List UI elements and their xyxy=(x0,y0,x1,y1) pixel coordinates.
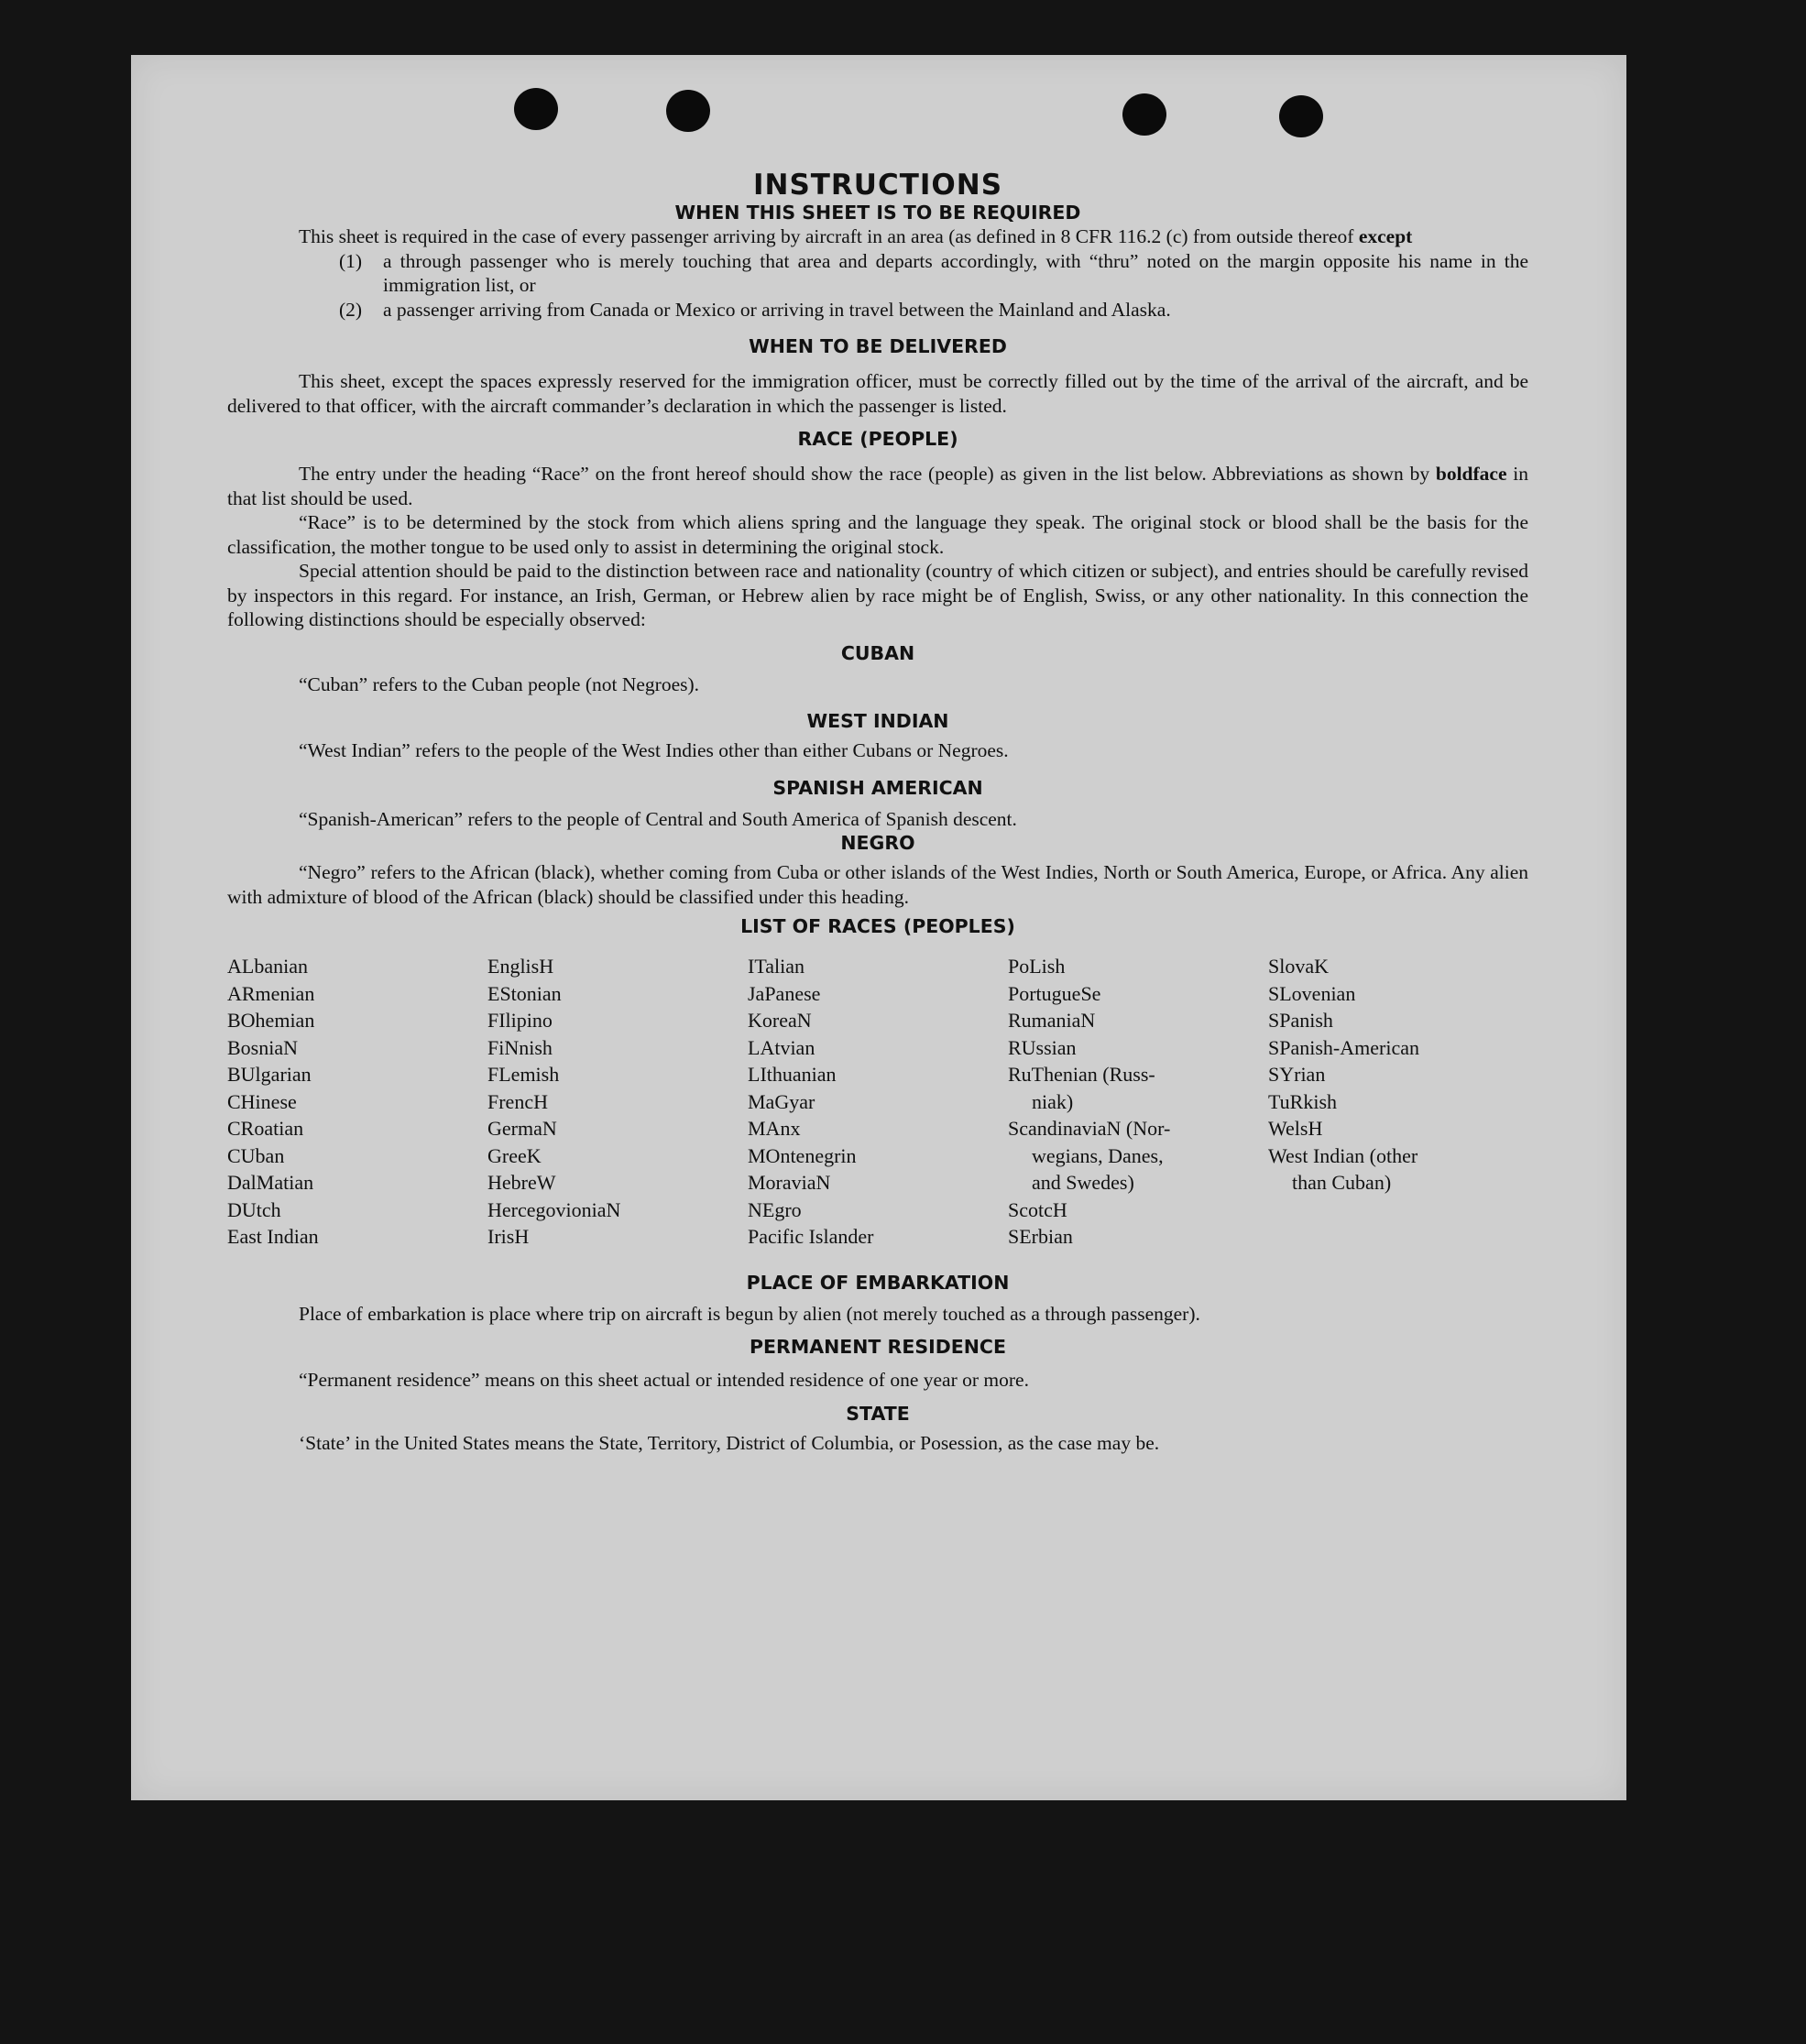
race-entry: SLovenian xyxy=(1268,981,1356,1005)
race-entry: EnglisH xyxy=(487,955,554,978)
race-entry: FLemish xyxy=(487,1063,560,1086)
section-body-embarkation: Place of embarkation is place where trip on aircraft is begun by alien (not merely touched as a through passenger). xyxy=(299,1302,1200,1325)
section-body-cuban: “Cuban” refers to the Cuban people (not Negroes). xyxy=(299,672,700,695)
race-entry: GreeK xyxy=(487,1143,542,1167)
section-body-required xyxy=(227,224,1528,249)
race-entry-continuation: than Cuban) xyxy=(1292,1171,1392,1194)
section-heading-west-indian: WEST INDIAN xyxy=(806,710,949,732)
race-entry: RUssian xyxy=(1008,1035,1077,1059)
race-entry: ITalian xyxy=(748,955,804,978)
section-body-negro: “Negro” refers to the African (black), whether coming from Cuba or other islands of the West Indies, North or South America, Europe, or Africa. Any alien with admixture of blood of the African (black) should be classified under this heading. xyxy=(227,861,1528,908)
race-entry: LIthuanian xyxy=(748,1063,837,1086)
race-entry: FrencH xyxy=(487,1089,548,1113)
race-entry: DalMatian xyxy=(227,1171,314,1194)
section-heading-races-list: LIST OF RACES (PEOPLES) xyxy=(740,915,1015,937)
body-text: in that list should be used. xyxy=(227,463,1529,509)
bold-term: boldface xyxy=(1435,463,1507,485)
section-heading-state: STATE xyxy=(846,1402,910,1425)
race-entry: ScotcH xyxy=(1008,1197,1067,1221)
section-heading-spanish-american: SPANISH AMERICAN xyxy=(772,776,983,799)
instructions-content xyxy=(227,169,1528,1455)
races-column-5 xyxy=(1268,953,1528,1251)
document-sheet xyxy=(131,55,1626,1800)
race-entry: HebreW xyxy=(487,1171,556,1194)
race-entry: ARmenian xyxy=(227,981,315,1005)
races-column-3 xyxy=(748,953,1008,1251)
race-entry: West Indian (other xyxy=(1268,1143,1418,1167)
race-entry: SErbian xyxy=(1008,1225,1073,1248)
race-entry: RumaniaN xyxy=(1008,1009,1096,1032)
race-entry: EStonian xyxy=(487,981,562,1005)
punch-hole xyxy=(666,90,710,132)
race-entry: KoreaN xyxy=(748,1009,812,1032)
list-item xyxy=(227,249,1528,298)
race-entry: HercegovioniaN xyxy=(487,1197,621,1221)
section-heading-embarkation: PLACE OF EMBARKATION xyxy=(746,1271,1010,1294)
race-entry: MaGyar xyxy=(748,1089,815,1113)
item-text: a passenger arriving from Canada or Mexico or arriving in travel between the Mainland and Alaska. xyxy=(383,298,1171,321)
race-entry-continuation: niak) xyxy=(1032,1089,1074,1113)
body-text: The entry under the heading “Race” on the front hereof should show the race (people) as given in the list below. Abbreviations as shown by xyxy=(299,463,1430,485)
race-entry: MOntenegrin xyxy=(748,1143,857,1167)
race-entry: BUlgarian xyxy=(227,1063,312,1086)
race-entry: BosniaN xyxy=(227,1035,298,1059)
race-entry: LAtvian xyxy=(748,1035,815,1059)
race-entry: DUtch xyxy=(227,1197,281,1221)
race-paragraph-3: Special attention should be paid to the distinction between race and nationality (country of which citizen or subject), and entries should be carefully revised by inspectors in this regard. For instance, an Irish, German, or Hebrew alien by race might be of English, Swiss, or any other nationality. In this connection the following distinctions should be especially observed: xyxy=(227,560,1528,630)
section-heading-required: WHEN THIS SHEET IS TO BE REQUIRED xyxy=(674,202,1081,224)
race-entry: ALbanian xyxy=(227,955,308,978)
race-entry: FiNnish xyxy=(487,1035,553,1059)
race-entry: BOhemian xyxy=(227,1009,315,1032)
race-paragraph-2: “Race” is to be determined by the stock from which aliens spring and the language they speak. The original stock or blood shall be the basis for the classification, the mother tongue to be used only to assist in determining the original stock. xyxy=(227,511,1528,558)
race-entry: IrisH xyxy=(487,1225,530,1248)
races-table xyxy=(227,953,1528,1251)
race-entry: SlovaK xyxy=(1268,955,1329,978)
punch-hole xyxy=(1279,95,1323,137)
race-entry: CUban xyxy=(227,1143,285,1167)
race-entry-continuation: wegians, Danes, xyxy=(1032,1143,1164,1167)
section-heading-delivered: WHEN TO BE DELIVERED xyxy=(749,335,1007,357)
exception-list xyxy=(227,249,1528,322)
body-text: This sheet is required in the case of every passenger arriving by aircraft in an area (as defined in 8 CFR 116.2 (c) from outside thereof xyxy=(299,225,1354,247)
race-entry: SPanish-American xyxy=(1268,1035,1419,1059)
race-entry: PortugueSe xyxy=(1008,981,1101,1005)
race-entry: ScandinaviaN (Nor- xyxy=(1008,1117,1171,1140)
race-entry: NEgro xyxy=(748,1197,802,1221)
race-entry: CRoatian xyxy=(227,1117,304,1140)
races-column-2 xyxy=(487,953,748,1251)
item-number: (2) xyxy=(339,298,363,321)
section-body-delivered: This sheet, except the spaces expressly reserved for the immigration officer, must be correctly filled out by the time of the arrival of the aircraft, and be delivered to that officer, with the aircraft commander’s declaration in which the passenger is listed. xyxy=(227,370,1528,417)
race-entry: PoLish xyxy=(1008,955,1066,978)
race-entry: GermaN xyxy=(487,1117,557,1140)
section-heading-cuban: CUBAN xyxy=(840,641,915,664)
race-entry: MAnx xyxy=(748,1117,801,1140)
punch-hole xyxy=(514,88,558,130)
race-entry: CHinese xyxy=(227,1089,297,1113)
race-entry: TuRkish xyxy=(1268,1089,1338,1113)
section-body-residence: “Permanent residence” means on this sheet actual or intended residence of one year or more. xyxy=(299,1369,1029,1391)
section-heading-race: RACE (PEOPLE) xyxy=(797,428,958,450)
race-entry: FIlipino xyxy=(487,1009,553,1032)
race-entry: RuThenian (Russ- xyxy=(1008,1063,1155,1086)
bold-term: except xyxy=(1358,225,1413,247)
race-entry-continuation: and Swedes) xyxy=(1032,1171,1134,1194)
race-entry: JaPanese xyxy=(748,981,821,1005)
race-entry: MoraviaN xyxy=(748,1171,831,1194)
section-heading-residence: PERMANENT RESIDENCE xyxy=(750,1336,1006,1358)
section-body-spanish-american: “Spanish-American” refers to the people of Central and South America of Spanish descent. xyxy=(299,807,1017,830)
race-entry: SPanish xyxy=(1268,1009,1333,1032)
section-heading-negro: NEGRO xyxy=(840,832,915,854)
race-entry: East Indian xyxy=(227,1225,319,1248)
punch-hole xyxy=(1122,93,1166,136)
race-entry: SYrian xyxy=(1268,1063,1326,1086)
section-body-west-indian: “West Indian” refers to the people of the West Indies other than either Cubans or Negroes. xyxy=(299,739,1009,761)
section-body-state: ‘State’ in the United States means the State, Territory, District of Columbia, or Posession, as the case may be. xyxy=(299,1431,1160,1454)
race-entry: Pacific Islander xyxy=(748,1225,874,1248)
race-entry: WelsH xyxy=(1268,1117,1323,1140)
item-text: a through passenger who is merely touching that area and departs accordingly, with “thru” noted on the margin opposite his name in the immigration list, or xyxy=(383,249,1528,296)
race-paragraph-1 xyxy=(227,462,1528,510)
races-column-4 xyxy=(1008,953,1268,1251)
list-item xyxy=(227,298,1528,322)
page-title: INSTRUCTIONS xyxy=(752,169,1003,202)
item-number: (1) xyxy=(339,249,363,272)
races-column-1 xyxy=(227,953,487,1251)
